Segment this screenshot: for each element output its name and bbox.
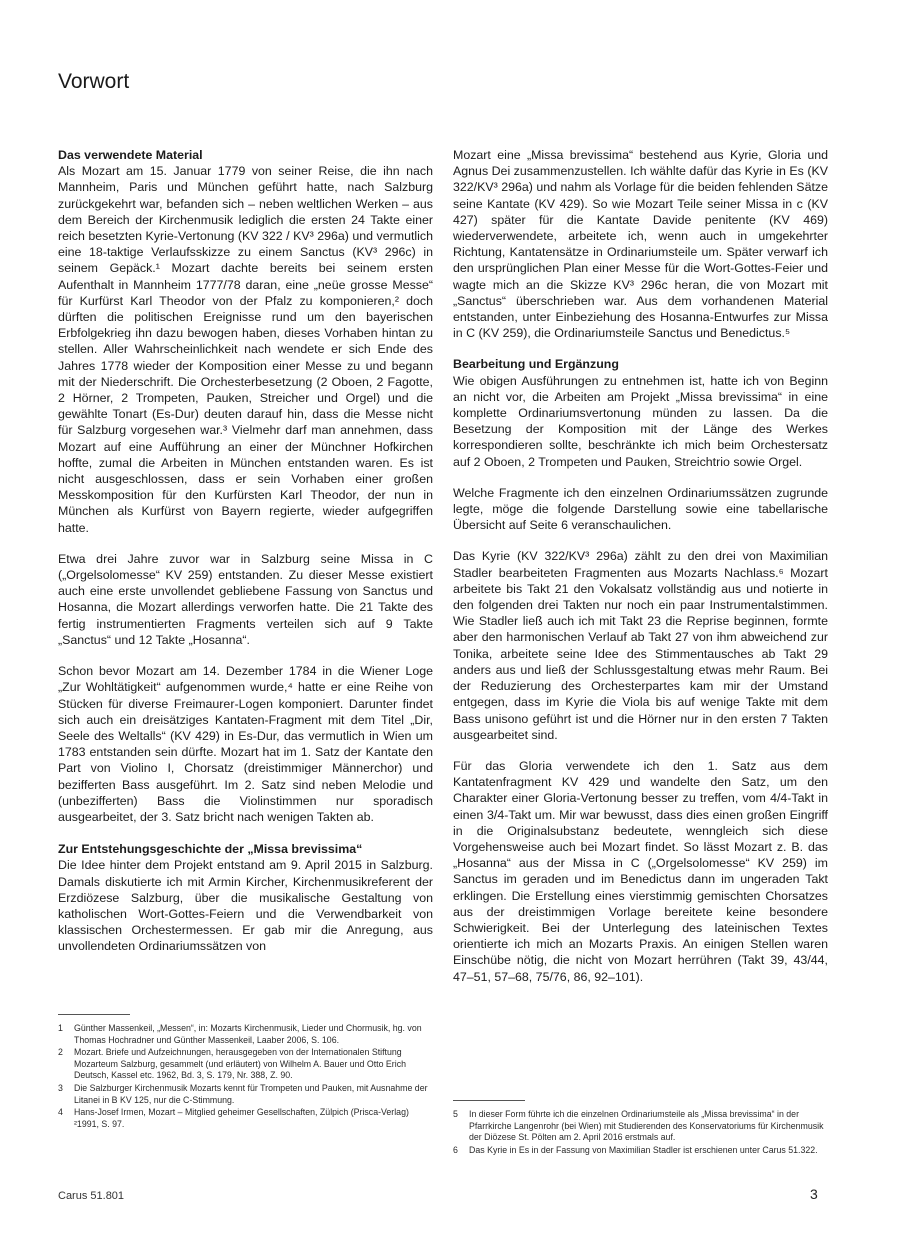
paragraph: Als Mozart am 15. Januar 1779 von seiner Reise, die ihn nach Mannheim, Paris und München geführt hatte, nach Salzburg zurückgekehrt war, befanden sich – neben weltlichen Werken – aus dem Bereich der Kirchenmusik lediglich die ersten 24 Takte einer reich besetzten Kyrie-Vertonung (KV 322 / KV³ 296a) und vermutlich eine 18-taktige Verlaufsskizze zu einem Sanctus (KV³ 296c) in seinem Gepäck.¹ Mozart dachte bereits bei seinem ersten Aufenthalt in Mannheim 1777/78 daran, eine „neüe grosse Messe“ für Kurfürst Karl Theodor von der Pfalz zu komponieren,² doch dürften die politischen Ereignisse rund um den bayerischen Erbfolgekrieg ihn dazu bewogen haben, dieses Vorhaben hintan zu stellen. Aller Wahrscheinlichkeit nach wendete er sich Ende des Jahres 1778 wieder der Komposition einer Messe zu und begann mit der Niederschrift. Die Orchesterbesetzung (2 Oboen, 2 Fagotte, 2 Hörner, 2 Trompeten, Pauken, Streicher und Orgel) und die gewählte Tonart (Es-Dur) deuten darauf hin, dass die Messe nicht für Salzburg vorgesehen war.³ Vielmehr darf man annehmen, dass Mozart auf eine Aufführung an einer der Münchner Hofkirchen hoffte, zumal die Arbeiten in München entstanden waren. Es ist nicht ausgeschlossen, dass er sein Vorhaben einer großen Messkomposition für den Kurfürsten Karl Theodor, der nun in München als Kurfürst von Bayern regierte, wieder aufgegriffen hatte. [58, 164, 433, 535]
right-column [453, 147, 828, 1000]
footnote-text: Mozart. Briefe und Aufzeichnungen, herausgegeben von der Internationalen Stiftung Mozarteum Salzburg, gesammelt (und erläutert) von Wilhelm A. Bauer und Otto Erich Deutsch, Kassel etc. 1962, Bd. 3, S. 179, Nr. 388, Z. 90. [74, 1047, 406, 1081]
footnote [58, 1047, 433, 1082]
footnote-number: 5 [453, 1109, 458, 1119]
paragraph: Etwa drei Jahre zuvor war in Salzburg seine Missa in C („Orgelsolomesse“ KV 259) entstanden. Zu dieser Messe existiert auch eine erste unvollendet gebliebene Fassung von Sanctus und Hosanna, die Mozart allerdings verworfen hatte. Die 21 Takte des fertig instrumentierten Fragments verteilen sich auf 9 Takte „Sanctus“ und 12 Takte „Hosanna“. [58, 551, 433, 647]
paragraph: Schon bevor Mozart am 14. Dezember 1784 in die Wiener Loge „Zur Wohltätigkeit“ aufgenommen wurde,⁴ hatte er eine Reihe von Stücken für diverse Freimaurer-Logen komponiert. Darunter findet sich auch ein dreisätziges Kantaten-Fragment mit dem Titel „Dir, Seele des Weltalls“ (KV 429) in Es-Dur, das vermutlich in Wien um 1783 entstanden sein dürfte. Mozart hat im 1. Satz der Kantate den Part von Violino I, Chorsatz (dreistimmiger Männerchor) und bezifferten Bass ausgeführt. Im 2. Satz sind neben Melodie und (unbezifferten) Bass die Violinstimmen nur sporadisch ausgearbeitet, der 3. Satz bricht nach wenigen Takten ab. [58, 664, 433, 824]
footnote-text: Das Kyrie in Es in der Fassung von Maximilian Stadler ist erschienen unter Carus 51.322. [469, 1144, 818, 1155]
page-title: Vorwort [58, 70, 130, 93]
footnote-number: 6 [453, 1144, 458, 1155]
paragraph: Welche Fragmente ich den einzelnen Ordinariumssätzen zugrunde legte, möge die folgende Darstellung sowie eine tabellarische Übersicht auf Seite 6 veranschaulichen. [453, 485, 828, 533]
paragraph: Mozart eine „Missa brevissima“ bestehend aus Kyrie, Gloria und Agnus Dei zusammenzustellen. Ich wählte dafür das Kyrie in Es (KV 322/KV³ 296a) und nahm als Vorlage für die beiden fehlenden Sätze seine Kantate (KV 429). So wie Mozart Teile seiner Missa in c (KV 427) später für die Kantate Davide penitente (KV 469) wiederverwendete, arbeitete ich, wenn auch in umgekehrter Richtung, Kantatensätze in Ordinariumsteile um. Später verwarf ich den ursprünglichen Plan einer Messe für die Wort-Gottes-Feier und wagte mich an die Skizze KV³ 296c heran, die von Mozart mit „Sanctus“ überschrieben war. Aus dem vorhandenen Material entstanden, unter Einbeziehung des Hosanna-Entwurfes zur Missa in C (KV 259), die Ordinariumsteile Sanctus und Benedictus.⁵ [453, 148, 828, 341]
paragraph: Wie obigen Ausführungen zu entnehmen ist, hatte ich von Beginn an nicht vor, die Arbeiten am Projekt „Missa brevissima“ in eine komplette Ordinariumsvertonung münden zu lassen. Da die Besetzung der Komposition mit der Länge des Werkes korrespondieren sollte, beschränkte ich mich beim Orchestersatz auf 2 Oboen, 2 Trompeten und Pauken, Streichtrio sowie Orgel. [453, 373, 828, 469]
paragraph: Für das Gloria verwendete ich den 1. Satz aus dem Kantatenfragment KV 429 und wandelte den Satz, um den Charakter einer Gloria-Vertonung besser zu treffen, vom 4/4-Takt in einen 3/4-Takt um. Mir war bewusst, dass dies einen großen Eingriff in die Originalsubstanz bedeutete, wenngleich sich diese Vorgehensweise auch bei Mozart findet. So lässt Mozart z. B. das „Hosanna“ aus der Missa in C („Orgelsolomesse“ KV 259) im Sanctus im geraden und im Benedictus dann im ungeraden Takt erklingen. Die Erstellung eines vierstimmig gemischten Chorsatzes aus der dreistimmigen Vorlage bereitete keine besondere Schwierigkeit. Bei der Unterlegung des lateinischen Textes orientierte ich mich an Mozarts Praxis. An einigen Stellen waren Einschübe nötig, die nicht von Mozart herrühren (Takt 39, 43/44, 47–51, 57–68, 75/76, 86, 92–101). [453, 758, 828, 984]
paragraph: Die Idee hinter dem Projekt entstand am 9. April 2015 in Salzburg. Damals diskutierte ich mit Armin Kircher, Kirchenmusikreferent der Erzdiözese Salzburg, über die musikalische Gestaltung von katholischen Wort-Gottes-Feiern und die Verwendbarkeit von klassischen Orchestermessen. Er gab mir die Anregung, aus unvollendeten Ordinariumssätzen von [58, 858, 433, 954]
footnote-number: 3 [58, 1082, 63, 1093]
footnote [58, 1083, 433, 1106]
catalog-number: Carus 51.801 [58, 1190, 125, 1202]
footnote-text: Günther Massenkeil, „Messen“, in: Mozarts Kirchenmusik, Lieder und Chormusik, hg. von Thomas Hochradner und Günther Massenkeil, Laaber 2006, S. 106. [74, 1023, 422, 1045]
section-heading-material: Das verwendete Material [58, 148, 203, 162]
footnote [453, 1109, 828, 1144]
footnote-number: 1 [58, 1023, 63, 1033]
page-number: 3 [810, 1186, 818, 1202]
footnote [58, 1023, 433, 1046]
footnote-text: Hans-Josef Irmen, Mozart – Mitglied geheimer Gesellschaften, Zülpich (Prisca-Verlag) ²1991, S. 97. [74, 1107, 409, 1129]
footnotes-right [453, 1100, 828, 1157]
section-heading-arrangement: Bearbeitung und Ergänzung [453, 357, 619, 372]
footnote [453, 1145, 828, 1157]
left-column [58, 147, 433, 970]
footnote-number: 2 [58, 1047, 63, 1058]
footnote-text: In dieser Form führte ich die einzelnen Ordinariumsteile als „Missa brevissima“ in der Pfarrkirche Langenrohr (bei Wien) mit Studierenden des Konservatoriums für Kirchenmusik der Diözese St. Pölten am 2. April 2016 erstmals auf. [469, 1109, 824, 1143]
section-heading-history: Zur Entstehungsgeschichte der „Missa brevissima“ [58, 842, 363, 857]
footnote-number: 4 [58, 1107, 63, 1118]
footnote [58, 1107, 433, 1130]
footnote-divider [58, 1014, 130, 1015]
paragraph: Das Kyrie (KV 322/KV³ 296a) zählt zu den drei von Maximilian Stadler bearbeiteten Fragmenten aus Mozarts Nachlass.⁶ Mozart arbeitete bis Takt 21 den Vokalsatz vollständig aus und notierte in den folgenden drei Takten nur noch ein paar Instrumentalstimmen. Wie Stadler ließ auch ich mit Takt 23 die Reprise beginnen, formte aber den harmonischen Verlauf ab Takt 27 von ihm abweichend zur Tonika, arbeitete seine Idee des Stimmentausches ab Takt 29 anders aus und ließ der Schlussgestaltung etwas mehr Raum. Bei der Reduzierung des Orchesterpartes kam mir der Umstand entgegen, dass im Kyrie die Viola bis auf wenige Takte mit dem Bass unisono geführt ist und die Hörner nur in den ersten 7 Takten ausgearbeitet sind. [453, 549, 828, 742]
footnotes-left [58, 1014, 433, 1131]
footnote-text: Die Salzburger Kirchenmusik Mozarts kennt für Trompeten und Pauken, mit Ausnahme der Litanei in B KV 125, nur die C-Stimmung. [74, 1082, 428, 1105]
footnote-divider [453, 1100, 525, 1101]
